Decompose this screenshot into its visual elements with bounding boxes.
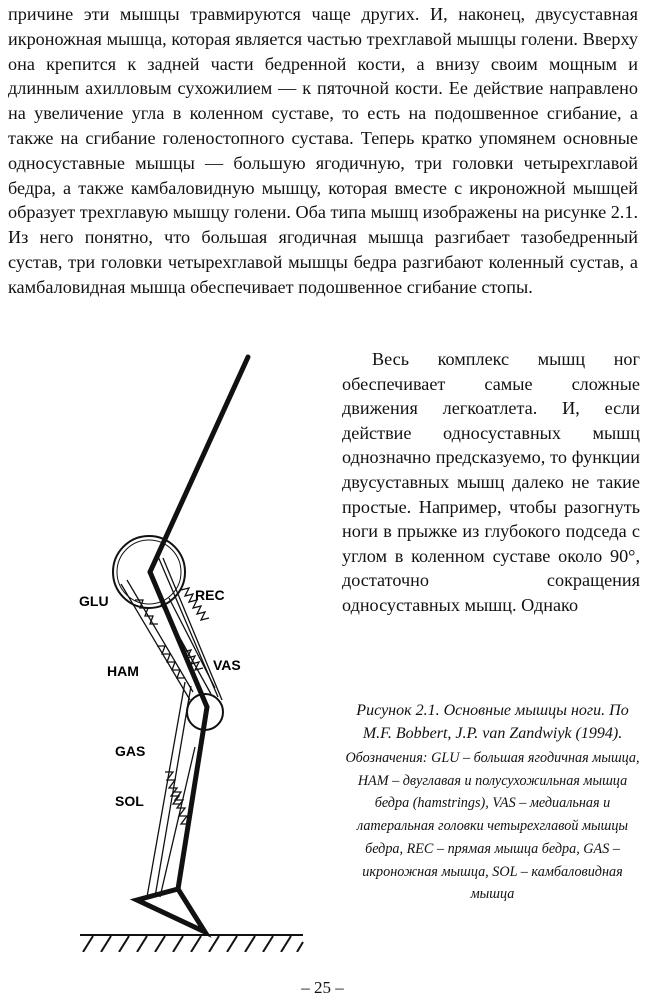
label-glu: GLU [79, 593, 109, 609]
label-vas: VAS [213, 657, 241, 673]
label-sol: SOL [115, 793, 144, 809]
label-rec: REC [195, 587, 225, 603]
paragraph-top: причине эти мышцы травмируются чаще других. И, наконец, двусуставная икроножная мышца, которая является частью трехглавой мышцы голени. Вверху она крепится к задней части бедренной кости, а внизу своим мощным и длинным ахилловым сухожилием — к пяточной кости. Ее действие направлено на увеличение угла в коленном суставе, то есть на подошвенное сгибание, а также на сгибание голеностопного сустава. Теперь кратко упомянем основные односуставные мышцы — большую ягодичную, три головки четырехглавой бедра, а также камбаловидную мышцу, которая вместе с икроножной мышцей образует трехглавую мышцу голени. Оба типа мышц изображены на рисунке 2.1. Из него понятно, что большая ягодичная мышца разгибает тазобедренный сустав, три головки четырехглавой мышцы бедра разгибают коленный сустав, а камбаловидная мышца обеспечивает подошвенное сгибание стопы. [8, 4, 638, 297]
caption-title: Рисунок 2.1. Основные мышцы ноги. По M.F. Bobbert, J.P. van Zandwiyk (1994). [356, 702, 629, 742]
page-number: – 25 – [301, 978, 344, 997]
paragraph-side: Весь комплекс мышц ног обеспечивает самые сложные движения легкоатлета. И, если действие односуставных мышц однозначно предсказуемо, то функции двусуставных мышц далеко не такие простые. Например, чтобы разогнуть ноги в прыжке из глубокого подседа с углом в коленном суставе около 90°, достаточно сокращения односуставных мышц. Однако [342, 349, 640, 615]
body-text-side [342, 347, 640, 618]
label-ham: HAM [107, 663, 139, 679]
label-gas: GAS [115, 743, 146, 759]
figure-caption [345, 700, 640, 906]
ground-hatching [80, 935, 303, 952]
leg-muscles-figure [65, 352, 345, 952]
caption-legend: Обозначения: GLU – большая ягодичная мышца, HAM – двуглавая и полусухожильная мышца бедра (hamstrings), VAS – медиальная и латеральная головки четырехглавой мышцы бедра, REC – прямая мышца бедра, GAS – икроножная мышца, SOL – камбаловидная мышца [345, 750, 640, 903]
body-text-top [8, 2, 638, 300]
